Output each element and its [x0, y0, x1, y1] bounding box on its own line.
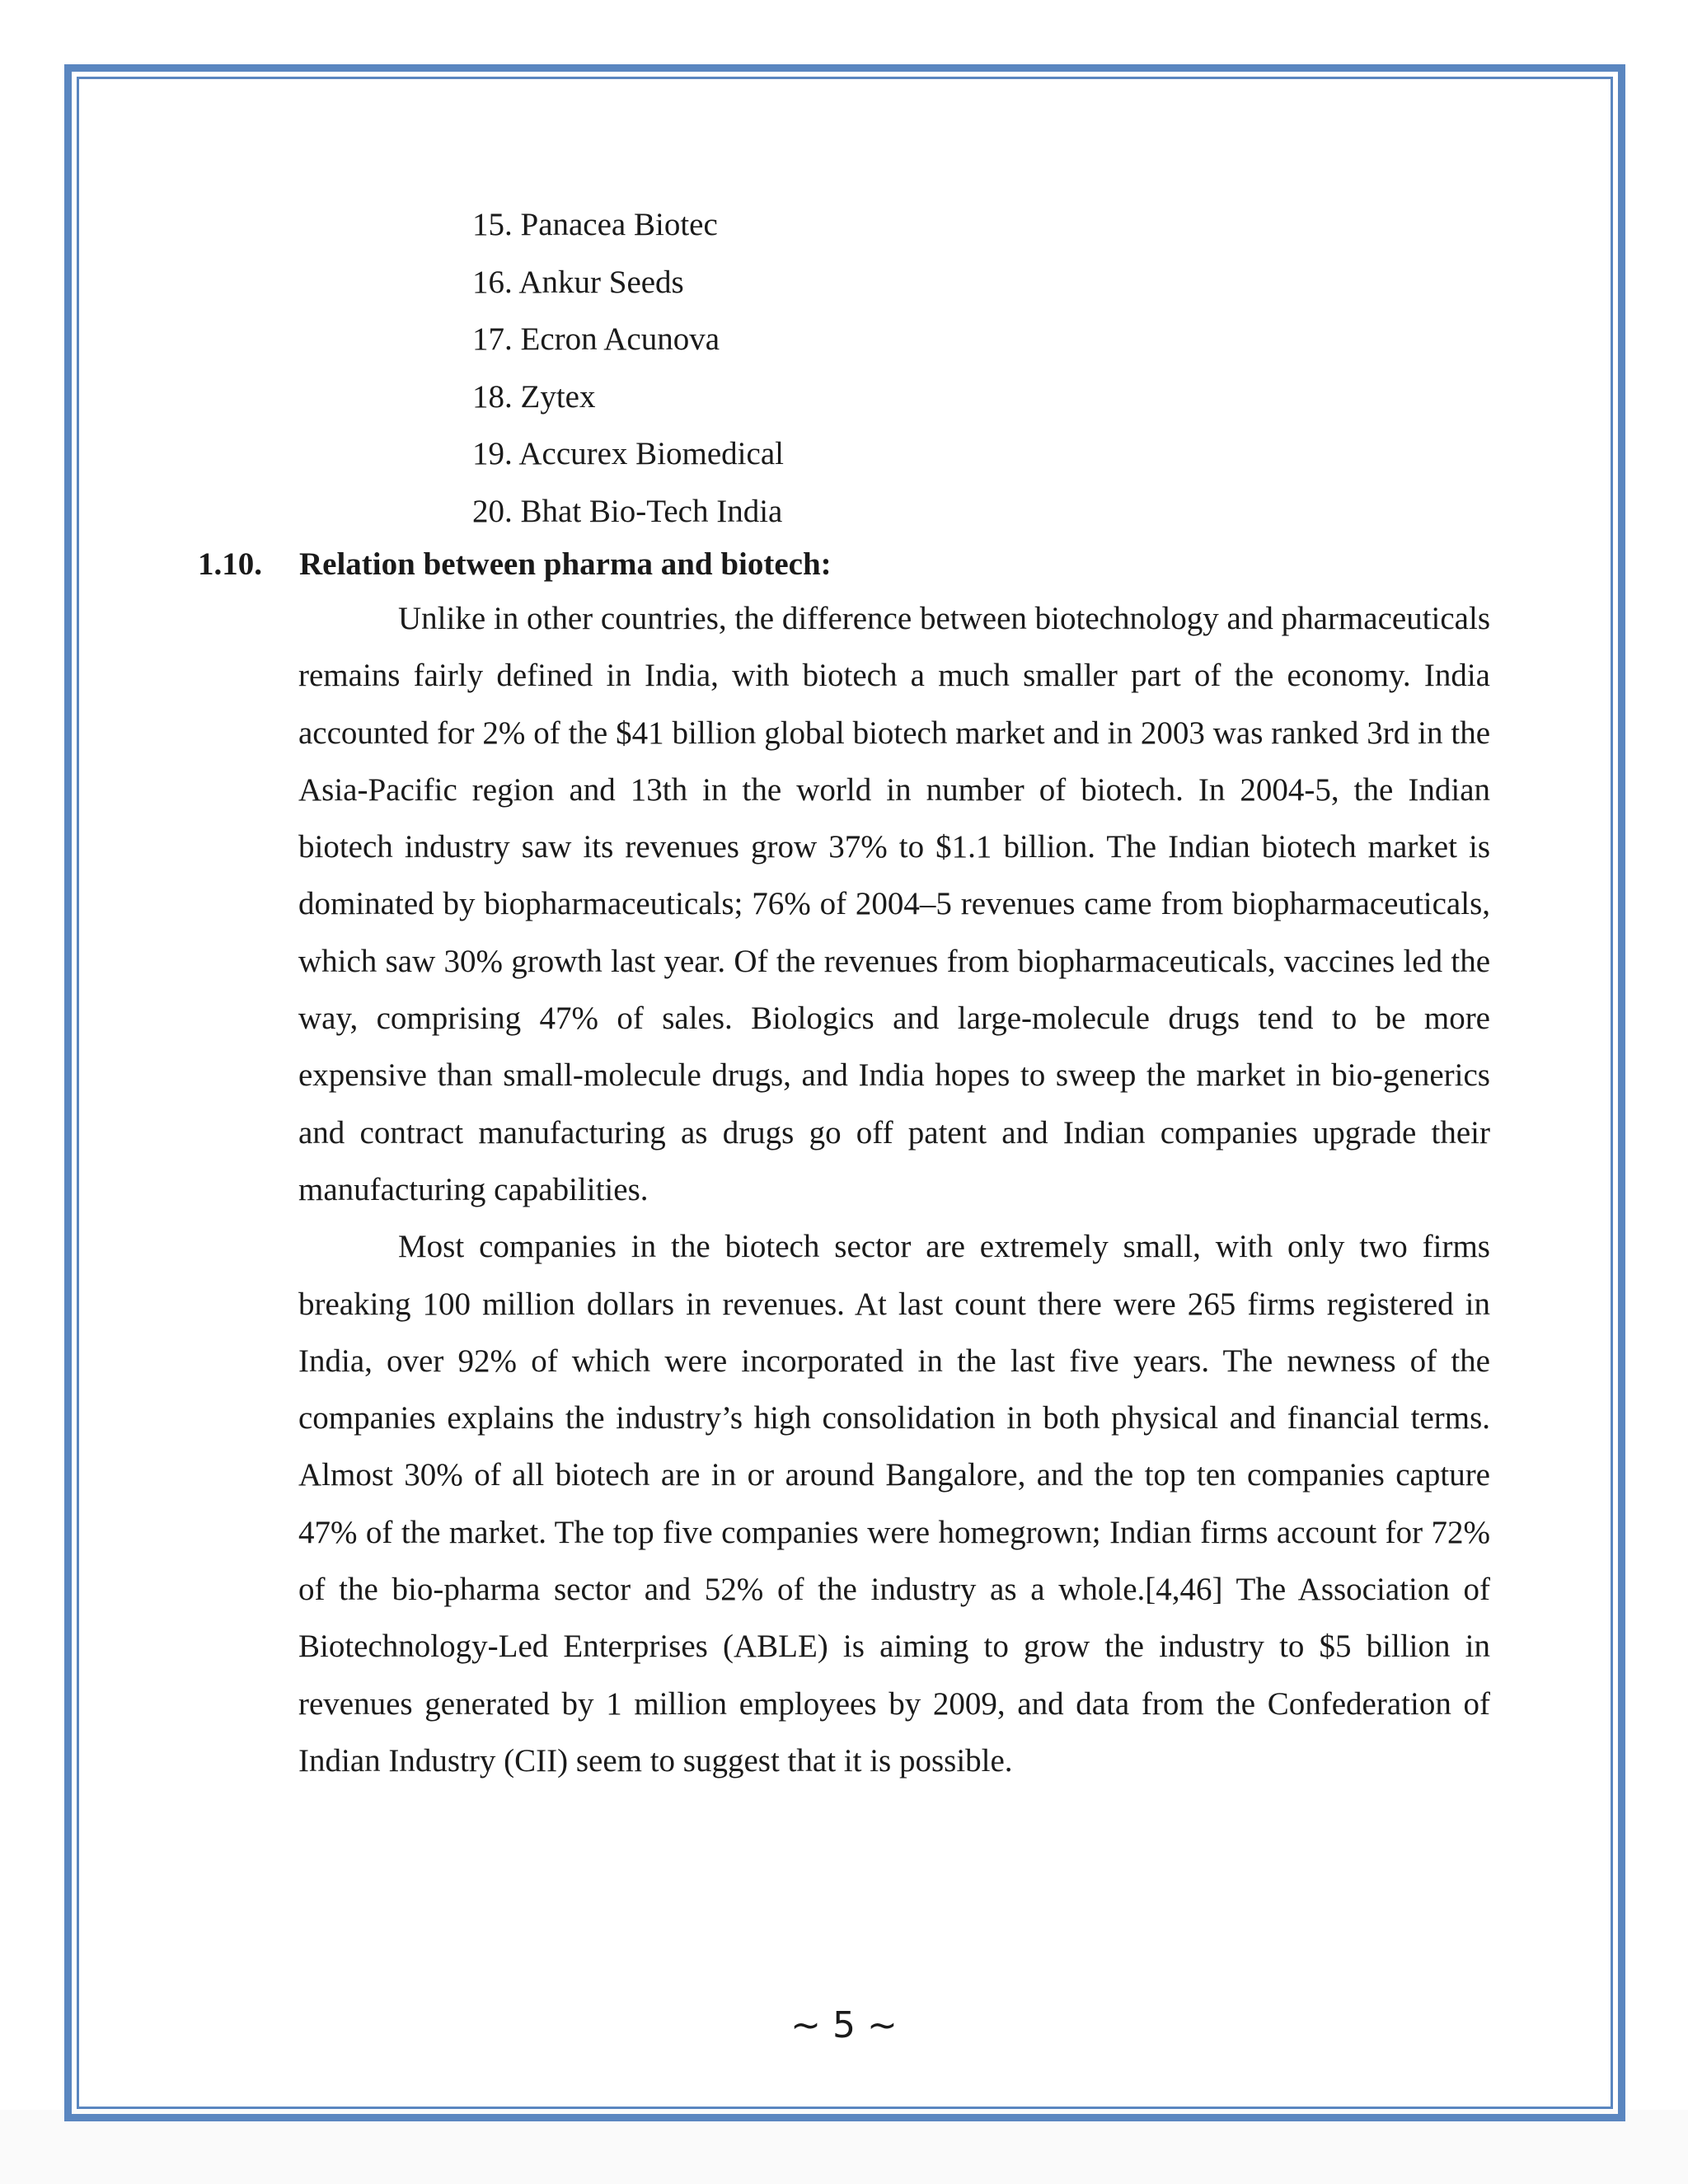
section-heading	[198, 536, 832, 593]
paragraph: Most companies in the biotech sector are extremely small, with only two firms breaking 100 million dollars in revenues. At last count there were 265 firms registered in India, over 92% of which were incorporated in the last five years. The newness of the companies explains the industry’s high consolidation in both physical and financial terms. Almost 30% of all biotech are in or around Bangalore, and the top ten companies capture 47% of the market. The top five companies were homegrown; Indian firms account for 72% of the bio-pharma sector and 52% of the industry as a whole.[4,46] The Association of Biotechnology-Led Enterprises (ABLE) is aiming to grow the industry to $5 billion in revenues generated by 1 million employees by 2009, and data from the Confederation of Indian Industry (CII) seem to suggest that it is possible.	[298, 1229, 1490, 1779]
section-body	[298, 590, 1490, 1789]
list-item: 20. Bhat Bio-Tech India	[472, 493, 783, 529]
company-list	[472, 196, 784, 540]
list-item: 16. Ankur Seeds	[472, 264, 684, 300]
list-item: 15. Panacea Biotec	[472, 207, 718, 242]
list-item: 18. Zytex	[472, 378, 596, 415]
list-item: 17. Ecron Acunova	[472, 321, 720, 357]
section-number: 1.10.	[198, 546, 262, 582]
paragraph: Unlike in other countries, the difference between biotechnology and pharmaceuticals remains fairly defined in India, with biotech a much smaller part of the economy. India accounted for 2% of the $41 billion global biotech market and in 2003 was ranked 3rd in the Asia-Pacific region and 13th in the world in number of biotech. In 2004-5, the Indian biotech industry saw its revenues grow 37% to $1.1 billion. The Indian biotech market is dominated by biopharmaceuticals; 76% of 2004–5 revenues came from biopharmaceuticals, which saw 30% growth last year. Of the revenues from biopharmaceuticals, vaccines led the way, comprising 47% of sales. Biologics and large-molecule drugs tend to be more expensive than small-molecule drugs, and India hopes to sweep the market in bio-generics and contract manufacturing as drugs go off patent and Indian companies upgrade their manufacturing capabilities.	[298, 601, 1490, 1207]
section-title: Relation between pharma and biotech:	[299, 546, 832, 582]
page-number: ~ 5 ~	[790, 2004, 898, 2046]
list-item: 19. Accurex Biomedical	[472, 436, 784, 471]
